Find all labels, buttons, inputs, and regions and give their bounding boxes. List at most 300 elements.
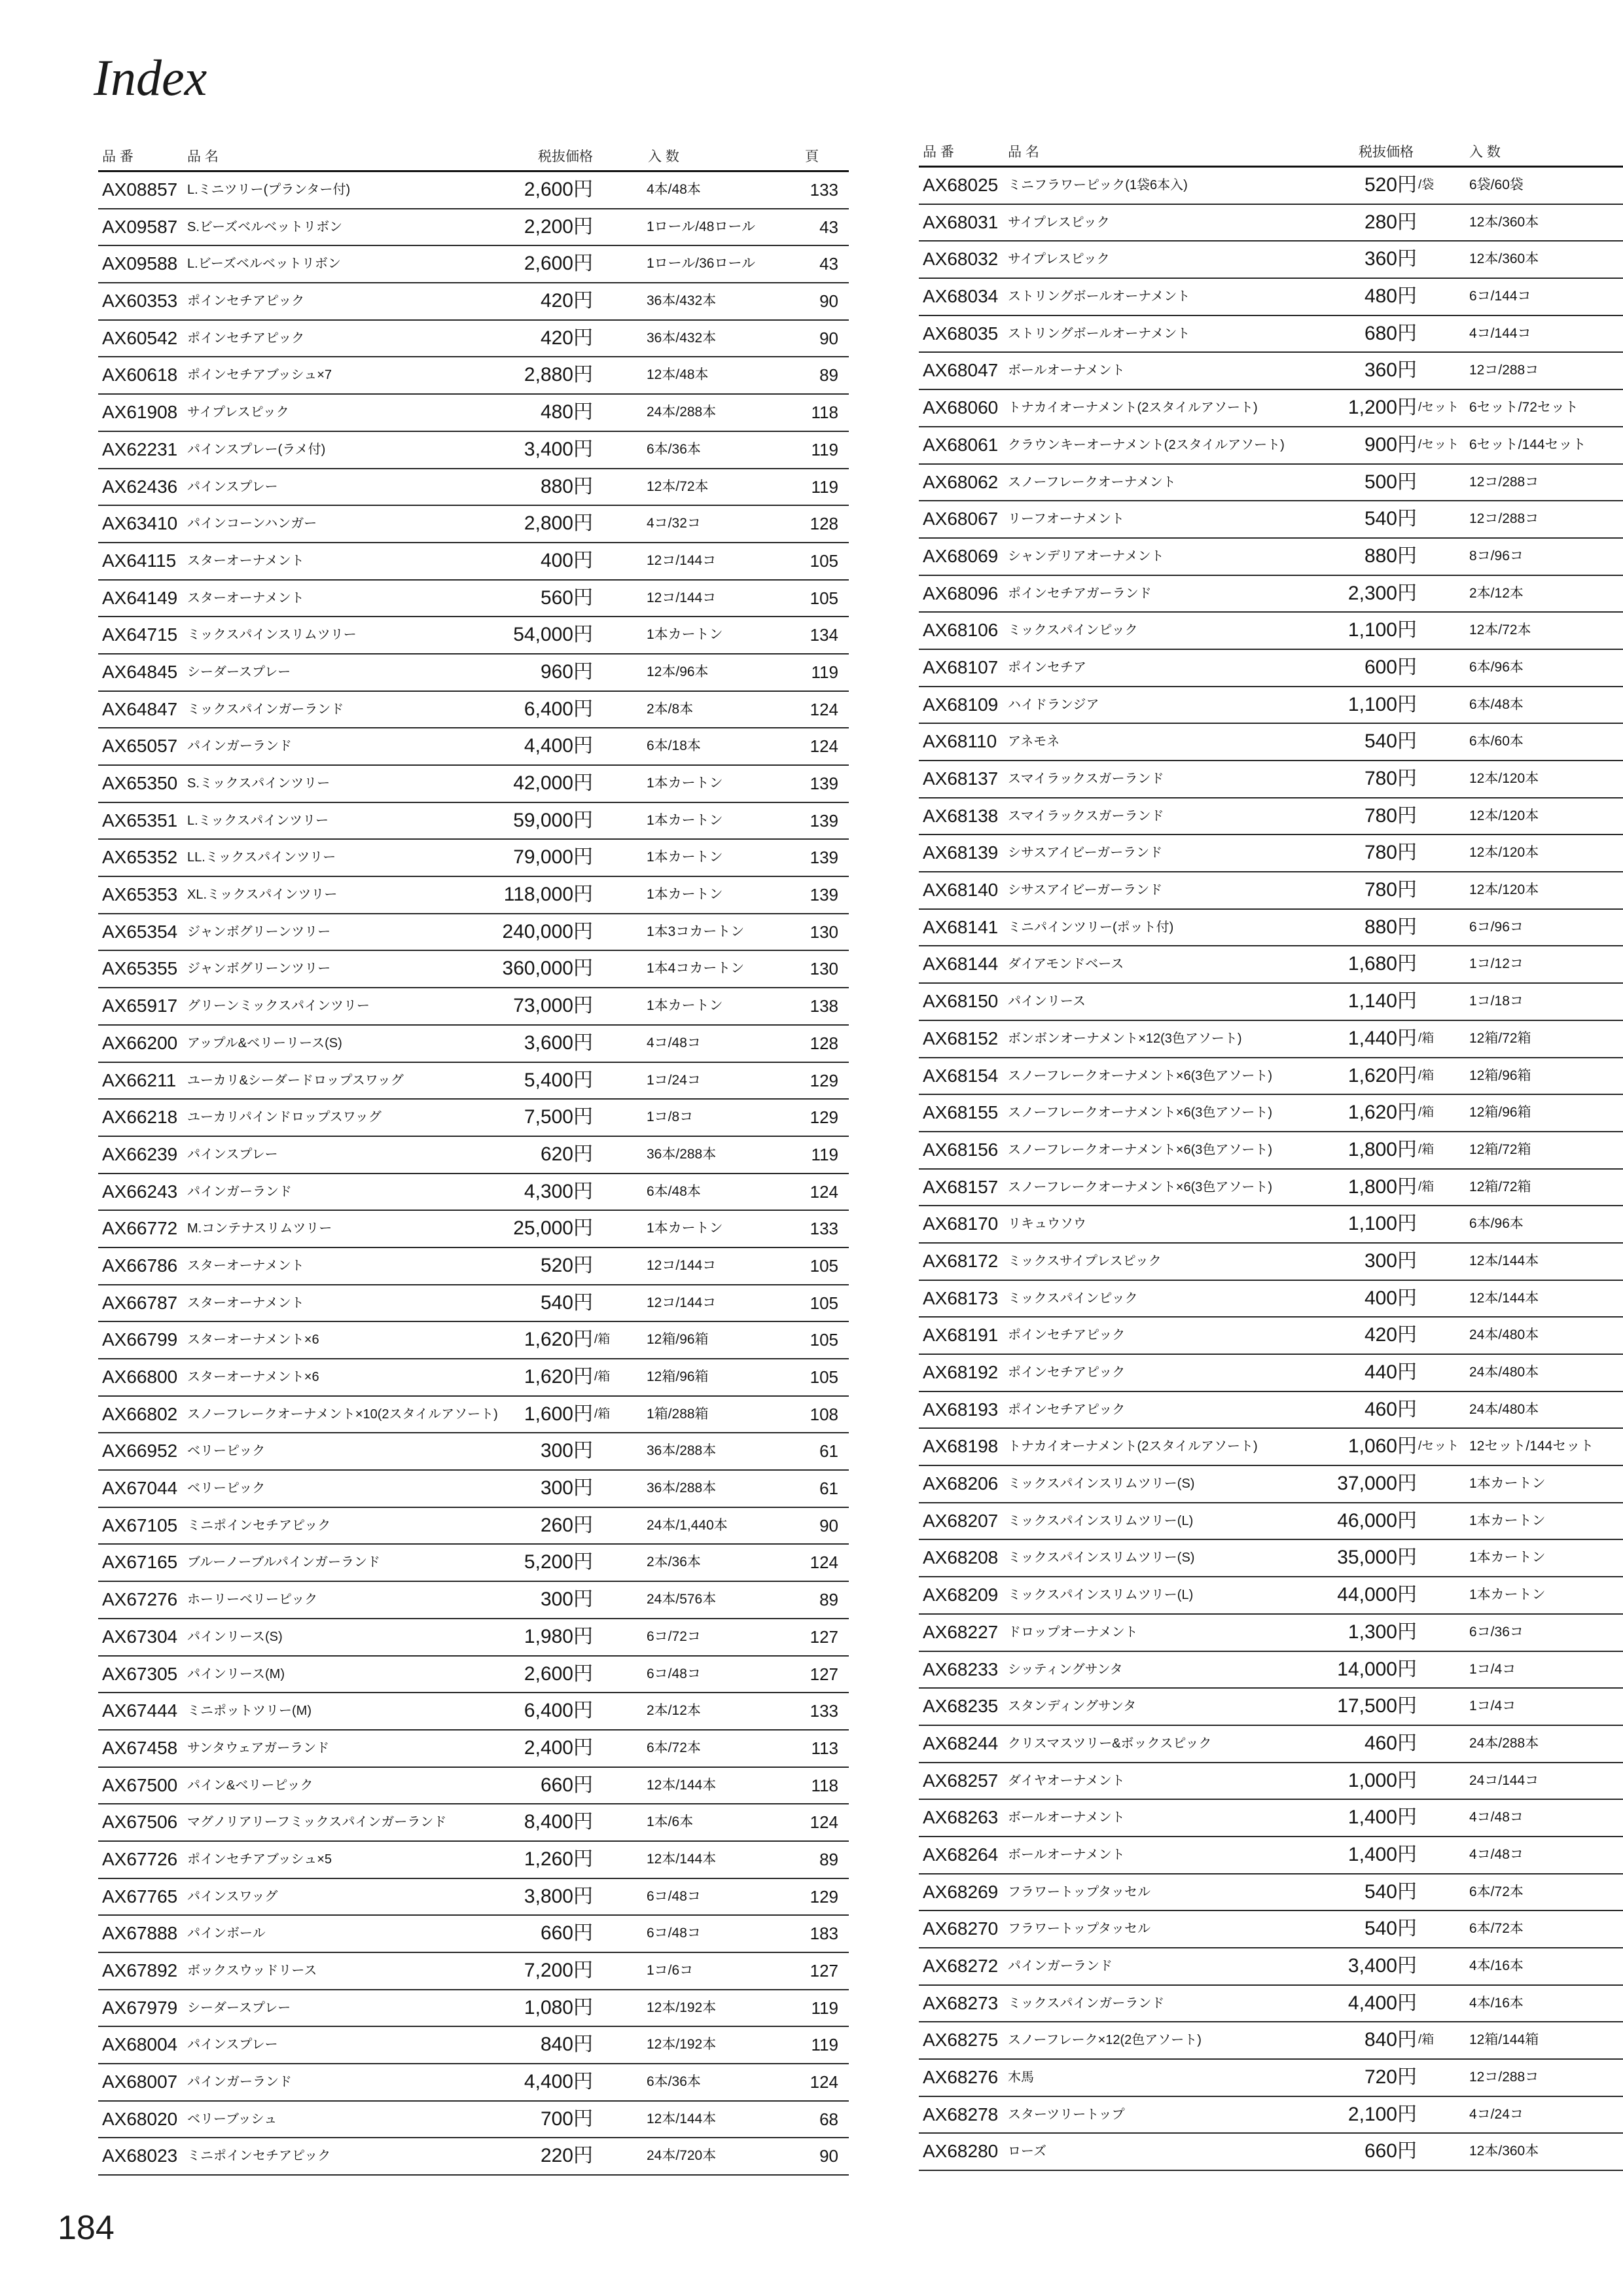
- item-price: 300円: [540, 1588, 593, 1611]
- table-row: [919, 1021, 1623, 1058]
- item-code: AX67276: [102, 1589, 178, 1610]
- item-page: 113: [811, 1738, 838, 1758]
- item-code: AX65917: [102, 996, 178, 1016]
- table-row: [98, 1768, 849, 1805]
- item-name: ユーカリ&シーダードロップスワッグ: [187, 1073, 404, 1088]
- item-quantity: 12本/192本: [647, 2000, 717, 2015]
- item-price: 4,300円: [524, 1180, 593, 1202]
- table-row: [919, 1763, 1623, 1801]
- item-page: 61: [819, 1479, 838, 1499]
- item-code: AX68173: [923, 1287, 999, 1308]
- item-price: 1,200円: [1347, 397, 1417, 419]
- table-row: [919, 687, 1623, 725]
- item-name: ローズ: [1008, 2144, 1046, 2159]
- item-price: 5,200円: [524, 1551, 593, 1573]
- item-price: 1,620円: [524, 1329, 593, 1351]
- item-quantity: 6本/72本: [1469, 1921, 1524, 1937]
- item-code: AX68062: [923, 471, 999, 492]
- item-quantity: 12箱/96箱: [1469, 1105, 1531, 1121]
- item-page: 124: [810, 699, 838, 719]
- item-quantity: 4コ/48コ: [1469, 1846, 1524, 1862]
- column-header-price: 税抜価格: [538, 149, 593, 164]
- table-row: [919, 1170, 1623, 1207]
- item-price: 460円: [1364, 1732, 1417, 1754]
- item-name: シーダースプレー: [187, 2000, 291, 2015]
- item-quantity: 12本/192本: [647, 2037, 717, 2053]
- item-price: 780円: [1364, 804, 1417, 827]
- item-price: 540円: [1364, 1918, 1417, 1940]
- item-name: パインリース: [1008, 994, 1086, 1009]
- item-name: 木馬: [1008, 2070, 1034, 2085]
- item-quantity: 12本/360本: [1469, 2144, 1539, 2159]
- item-name: スターオーナメント: [187, 1295, 304, 1310]
- column-header-code: 品 番: [102, 149, 134, 164]
- item-quantity: 6袋/60袋: [1469, 177, 1524, 192]
- table-row: [919, 1355, 1623, 1392]
- item-page: 128: [810, 514, 838, 534]
- item-name: ポインセチアピック: [1008, 1402, 1126, 1417]
- table-row: [98, 1471, 849, 1508]
- item-code: AX68156: [923, 1139, 999, 1160]
- item-quantity: 1本カートン: [647, 887, 723, 903]
- item-price: 37,000円: [1337, 1473, 1417, 1495]
- table-row: [98, 1211, 849, 1248]
- item-page: 124: [810, 1181, 838, 1202]
- item-name: ボールオーナメント: [1008, 363, 1125, 378]
- item-code: AX65057: [102, 736, 178, 757]
- item-quantity: 12本/120本: [1469, 882, 1539, 898]
- item-name: シッティングサンタ: [1008, 1662, 1123, 1677]
- item-quantity: 12コ/144コ: [647, 552, 717, 568]
- table-row: [919, 539, 1623, 576]
- item-quantity: 1ロール/48ロール: [647, 219, 756, 234]
- item-name: ポインセチアピック: [187, 331, 305, 346]
- item-price: 260円: [540, 1514, 593, 1536]
- item-quantity: 6コ/48コ: [647, 1926, 701, 1941]
- item-code: AX68137: [923, 768, 999, 789]
- table-row: [919, 946, 1623, 984]
- table-header: [919, 136, 1623, 168]
- item-name: アップル&ベリーリース(S): [187, 1035, 342, 1050]
- table-row: [98, 2138, 849, 2176]
- item-price: 540円: [1364, 730, 1417, 753]
- item-price: 4,400円: [524, 735, 593, 757]
- table-row: [919, 724, 1623, 761]
- item-name: ストリングボールオーナメント: [1008, 289, 1190, 304]
- item-name: グリーンミックスパインツリー: [187, 999, 370, 1014]
- item-code: AX67105: [102, 1515, 178, 1535]
- table-row: [98, 728, 849, 766]
- item-price: 6,400円: [524, 698, 593, 720]
- item-price: 1,100円: [1347, 1213, 1417, 1235]
- item-quantity: 12箱/96箱: [1469, 1067, 1531, 1083]
- item-name: パインボール: [187, 1926, 266, 1941]
- item-name: シサスアイビーガーランド: [1008, 846, 1163, 861]
- item-price: 3,800円: [524, 1885, 593, 1907]
- table-row: [98, 914, 849, 952]
- item-name: サイプレスピック: [187, 405, 289, 420]
- column-header-code: 品 番: [923, 145, 954, 160]
- table-header: [98, 141, 849, 172]
- table-row: [98, 172, 849, 209]
- item-name: ドロップオーナメント: [1008, 1624, 1138, 1640]
- item-name: ミックスパインスリムツリー(L): [1008, 1588, 1194, 1603]
- item-code: AX66218: [102, 1107, 178, 1128]
- item-name: LL.ミックスパインツリー: [187, 850, 336, 865]
- item-name: シーダースプレー: [187, 664, 291, 679]
- item-quantity: 6コ/96コ: [1469, 919, 1524, 935]
- table-row: [919, 1986, 1623, 2023]
- item-page: 89: [819, 365, 838, 386]
- table-body: [98, 172, 849, 2176]
- item-code: AX64715: [102, 624, 178, 645]
- item-quantity: 2本/12本: [647, 1703, 701, 1719]
- item-page: 139: [810, 885, 838, 905]
- item-price: 1,600円: [524, 1403, 593, 1425]
- table-row: [98, 1026, 849, 1063]
- item-code: AX64149: [102, 587, 178, 608]
- item-code: AX64115: [102, 550, 177, 571]
- item-price: 1,140円: [1347, 990, 1417, 1013]
- item-code: AX68154: [923, 1065, 999, 1086]
- item-page: 105: [810, 1367, 838, 1387]
- item-name: リーフオーナメント: [1008, 512, 1124, 527]
- item-code: AX68144: [923, 954, 999, 975]
- table-row: [919, 1095, 1623, 1132]
- item-page: 124: [810, 736, 838, 757]
- item-name: ミックスパインスリムツリー(S): [1008, 1477, 1195, 1492]
- item-code: AX68263: [923, 1807, 999, 1828]
- item-quantity: 12本/72本: [1469, 622, 1531, 638]
- item-code: AX68067: [923, 509, 999, 529]
- table-row: [919, 168, 1623, 205]
- item-page: 134: [810, 625, 838, 645]
- item-quantity: 8コ/96コ: [1469, 548, 1524, 564]
- item-price: 6,400円: [524, 1700, 593, 1722]
- item-code: AX66239: [102, 1143, 178, 1164]
- item-page: 118: [811, 1775, 838, 1795]
- item-quantity: 12コ/288コ: [1469, 2070, 1539, 2085]
- item-price: 1,060円: [1347, 1435, 1417, 1458]
- item-code: AX67458: [102, 1737, 178, 1758]
- item-price: 44,000円: [1337, 1584, 1417, 1606]
- item-quantity: 1コ/12コ: [1469, 956, 1524, 972]
- item-name: スノーフレークオーナメント×6(3色アソート): [1008, 1179, 1273, 1194]
- item-quantity: 6本/72本: [647, 1740, 701, 1755]
- price-unit: /箱: [1418, 1068, 1435, 1083]
- item-quantity: 12本/144本: [647, 2111, 717, 2126]
- item-quantity: 1コ/18コ: [1469, 994, 1524, 1009]
- item-price: 2,600円: [524, 179, 593, 200]
- table-row: [98, 1248, 849, 1285]
- item-name: ホーリーベリーピック: [187, 1592, 318, 1607]
- item-price: 1,800円: [1347, 1138, 1417, 1160]
- item-quantity: 6本/48本: [647, 1183, 701, 1199]
- table-row: [919, 1837, 1623, 1874]
- item-price: 560円: [540, 586, 593, 609]
- item-code: AX68170: [923, 1213, 999, 1234]
- item-code: AX67165: [102, 1552, 178, 1573]
- price-unit: /箱: [1418, 1031, 1435, 1045]
- item-page: 90: [819, 328, 838, 348]
- item-code: AX62231: [102, 439, 178, 459]
- item-name: サイプレスピック: [1008, 252, 1110, 267]
- item-code: AX65352: [102, 847, 178, 868]
- item-price: 4,400円: [1347, 1992, 1417, 2014]
- item-quantity: 24コ/144コ: [1469, 1772, 1539, 1788]
- item-code: AX68004: [102, 2034, 178, 2055]
- item-name: S.ミックスパインツリー: [187, 776, 330, 791]
- item-name: ポインセチアピック: [1008, 1365, 1126, 1380]
- column-header-name: 品 名: [1008, 145, 1039, 160]
- item-quantity: 1本カートン: [1469, 1513, 1546, 1528]
- item-name: パインスワッグ: [187, 1889, 278, 1904]
- item-name: パインスプレー(ラメ付): [187, 442, 326, 457]
- table-row: [919, 1726, 1623, 1763]
- item-price: 2,800円: [524, 512, 593, 535]
- item-page: 90: [819, 2146, 838, 2166]
- item-name: ミニパインツリー(ポット付): [1008, 920, 1174, 935]
- item-code: AX66786: [102, 1255, 178, 1276]
- item-quantity: 1本カートン: [1469, 1550, 1546, 1566]
- item-price: 1,620円: [1347, 1064, 1417, 1086]
- item-page: 127: [810, 1664, 838, 1684]
- table-row: [98, 1545, 849, 1582]
- item-code: AX68264: [923, 1844, 999, 1865]
- table-row: [98, 2102, 849, 2139]
- item-page: 127: [810, 1961, 838, 1981]
- item-quantity: 36本/288本: [647, 1146, 717, 1162]
- item-quantity: 12本/96本: [647, 664, 709, 679]
- item-price: 880円: [540, 475, 593, 497]
- item-quantity: 12箱/72箱: [1469, 1179, 1531, 1194]
- item-code: AX67304: [102, 1626, 178, 1647]
- item-name: スマイラックスガーランド: [1008, 772, 1164, 786]
- table-row: [919, 576, 1623, 613]
- item-quantity: 24本/1,440本: [647, 1517, 728, 1533]
- table-row: [98, 1137, 849, 1174]
- item-page: 129: [810, 1107, 838, 1128]
- item-name: パインスプレー: [187, 2037, 278, 2053]
- item-quantity: 4本/16本: [1469, 1995, 1524, 2011]
- table-row: [919, 501, 1623, 539]
- item-quantity: 24本/288本: [647, 404, 717, 420]
- price-unit: /箱: [1418, 2033, 1435, 2047]
- item-name: パインスプレー: [187, 479, 278, 494]
- table-row: [919, 835, 1623, 872]
- item-name: ミニフラワーピック(1袋6本入): [1008, 178, 1188, 192]
- item-price: 660円: [540, 1922, 593, 1945]
- item-page: 89: [819, 1590, 838, 1610]
- item-price: 1,080円: [524, 1996, 593, 2018]
- item-page: 130: [810, 922, 838, 942]
- item-price: 220円: [540, 2145, 593, 2167]
- item-price: 8,400円: [524, 1811, 593, 1833]
- item-code: AX68207: [923, 1510, 999, 1531]
- table-row: [98, 1657, 849, 1694]
- item-quantity: 1本カートン: [647, 812, 723, 828]
- table-row: [98, 1063, 849, 1100]
- item-code: AX68107: [923, 656, 999, 677]
- item-price: 360円: [1364, 248, 1417, 270]
- item-code: AX61908: [102, 402, 178, 423]
- table-row: [98, 766, 849, 803]
- item-quantity: 12コ/144コ: [647, 1295, 717, 1310]
- item-name: ミニポットツリー(M): [187, 1704, 312, 1719]
- table-row: [919, 2022, 1623, 2060]
- price-unit: /箱: [594, 1407, 611, 1421]
- item-name: クリスマスツリー&ボックスピック: [1008, 1736, 1212, 1751]
- price-unit: /袋: [1418, 178, 1435, 192]
- item-page: 105: [810, 550, 838, 571]
- item-code: AX66200: [102, 1032, 178, 1053]
- item-page: 119: [811, 1998, 838, 2018]
- item-code: AX68035: [923, 323, 999, 344]
- page-title: Index: [94, 49, 207, 106]
- item-price: 1,100円: [1347, 693, 1417, 715]
- table-row: [98, 2064, 849, 2102]
- item-name: スターオーナメント×6: [187, 1333, 319, 1348]
- item-quantity: 1コ/24コ: [647, 1072, 701, 1088]
- item-name: ミニポインセチアピック: [187, 1518, 331, 1533]
- item-name: ミックスパインスリムツリー(L): [1008, 1513, 1194, 1528]
- item-price: 540円: [1364, 508, 1417, 530]
- item-quantity: 6コ/144コ: [1469, 289, 1531, 304]
- table-row: [98, 1804, 849, 1842]
- item-page: 124: [810, 1552, 838, 1573]
- item-quantity: 6コ/48コ: [647, 1666, 701, 1681]
- item-quantity: 6コ/36コ: [1469, 1624, 1524, 1640]
- item-name: ブルーノーブルパインガーランド: [187, 1555, 380, 1570]
- item-price: 300円: [1364, 1249, 1417, 1272]
- item-name: ボールオーナメント: [1008, 1810, 1125, 1825]
- table-row: [919, 761, 1623, 798]
- item-price: 780円: [1364, 842, 1417, 864]
- table-row: [98, 1619, 849, 1657]
- item-code: AX68020: [102, 2108, 178, 2129]
- item-page: 119: [811, 476, 838, 497]
- table-row: [98, 283, 849, 321]
- item-quantity: 6本/96本: [1469, 659, 1524, 675]
- item-code: AX68257: [923, 1770, 999, 1791]
- price-unit: /箱: [1418, 1142, 1435, 1157]
- table-row: [919, 1503, 1623, 1541]
- table-row: [919, 1911, 1623, 1948]
- item-code: AX68152: [923, 1028, 999, 1049]
- table-row: [919, 427, 1623, 465]
- item-code: AX68209: [923, 1585, 999, 1605]
- table-row: [919, 984, 1623, 1021]
- item-quantity: 6本/36本: [647, 2074, 701, 2090]
- item-price: 79,000円: [513, 846, 593, 869]
- table-row: [919, 1318, 1623, 1355]
- table-row: [98, 581, 849, 618]
- item-page: 139: [810, 810, 838, 831]
- table-row: [98, 1879, 849, 1916]
- item-page: 105: [810, 1255, 838, 1276]
- item-code: AX68191: [923, 1325, 999, 1346]
- table-row: [98, 1100, 849, 1137]
- table-row: [98, 209, 849, 247]
- table-row: [98, 1916, 849, 1953]
- item-code: AX60542: [102, 327, 178, 348]
- item-price: 2,200円: [524, 215, 593, 238]
- index-table-left: [98, 141, 849, 2176]
- item-code: AX68227: [923, 1621, 999, 1642]
- item-quantity: 1本カートン: [647, 627, 723, 643]
- table-row: [919, 1577, 1623, 1615]
- item-quantity: 4コ/24コ: [1469, 2106, 1524, 2122]
- item-page: 105: [810, 588, 838, 608]
- item-code: AX68138: [923, 805, 999, 826]
- item-price: 500円: [1364, 471, 1417, 493]
- item-quantity: 6本/72本: [1469, 1884, 1524, 1899]
- item-price: 600円: [1364, 656, 1417, 678]
- item-code: AX68034: [923, 286, 999, 307]
- item-price: 240,000円: [502, 920, 593, 942]
- item-name: ユーカリパインドロップスワッグ: [187, 1110, 382, 1125]
- item-code: AX63410: [102, 513, 178, 534]
- table-row: [98, 877, 849, 914]
- item-code: AX68270: [923, 1918, 999, 1939]
- item-quantity: 2本/8本: [647, 701, 694, 717]
- item-name: パインスプレー: [187, 1147, 278, 1162]
- item-price: 2,600円: [524, 1662, 593, 1685]
- table-row: [98, 1842, 849, 1879]
- item-quantity: 1本カートン: [1469, 1476, 1546, 1492]
- item-quantity: 4コ/32コ: [647, 516, 701, 531]
- item-price: 1,980円: [524, 1625, 593, 1647]
- item-page: 43: [819, 217, 838, 237]
- item-code: AX67726: [102, 1848, 178, 1869]
- item-code: AX64847: [102, 698, 178, 719]
- item-page: 133: [810, 180, 838, 200]
- item-price: 1,000円: [1347, 1769, 1417, 1791]
- table-row: [919, 2060, 1623, 2097]
- item-page: 43: [819, 254, 838, 274]
- item-quantity: 12箱/96箱: [647, 1332, 709, 1348]
- item-code: AX68155: [923, 1102, 999, 1123]
- table-row: [98, 506, 849, 543]
- item-code: AX68109: [923, 694, 999, 715]
- item-code: AX67892: [102, 1960, 178, 1981]
- table-row: [919, 872, 1623, 910]
- item-name: ボンボンオーナメント×12(3色アソート): [1008, 1031, 1242, 1046]
- item-name: スターオーナメント: [187, 553, 304, 568]
- table-row: [919, 242, 1623, 279]
- item-name: サンタウェアガーランド: [187, 1740, 330, 1755]
- item-price: 540円: [1364, 1880, 1417, 1903]
- table-row: [98, 655, 849, 692]
- item-code: AX68025: [923, 175, 999, 195]
- table-row: [919, 1281, 1623, 1318]
- item-code: AX67305: [102, 1663, 178, 1684]
- item-name: トナカイオーナメント(2スタイルアソート): [1008, 1439, 1258, 1454]
- item-name: シャンデリアオーナメント: [1008, 548, 1164, 564]
- item-price: 2,400円: [524, 1736, 593, 1759]
- item-quantity: 1本/6本: [647, 1814, 694, 1830]
- item-price: 480円: [540, 401, 593, 423]
- table-row: [98, 469, 849, 507]
- table-row: [919, 205, 1623, 242]
- item-price: 300円: [540, 1477, 593, 1499]
- item-name: スターオーナメント: [187, 1258, 304, 1273]
- price-unit: /セット: [1418, 437, 1459, 452]
- item-name: シサスアイビーガーランド: [1008, 883, 1163, 898]
- item-code: AX68272: [923, 1956, 999, 1976]
- item-price: 7,500円: [524, 1106, 593, 1128]
- item-name: L.ミニツリー(プランター付): [187, 183, 351, 197]
